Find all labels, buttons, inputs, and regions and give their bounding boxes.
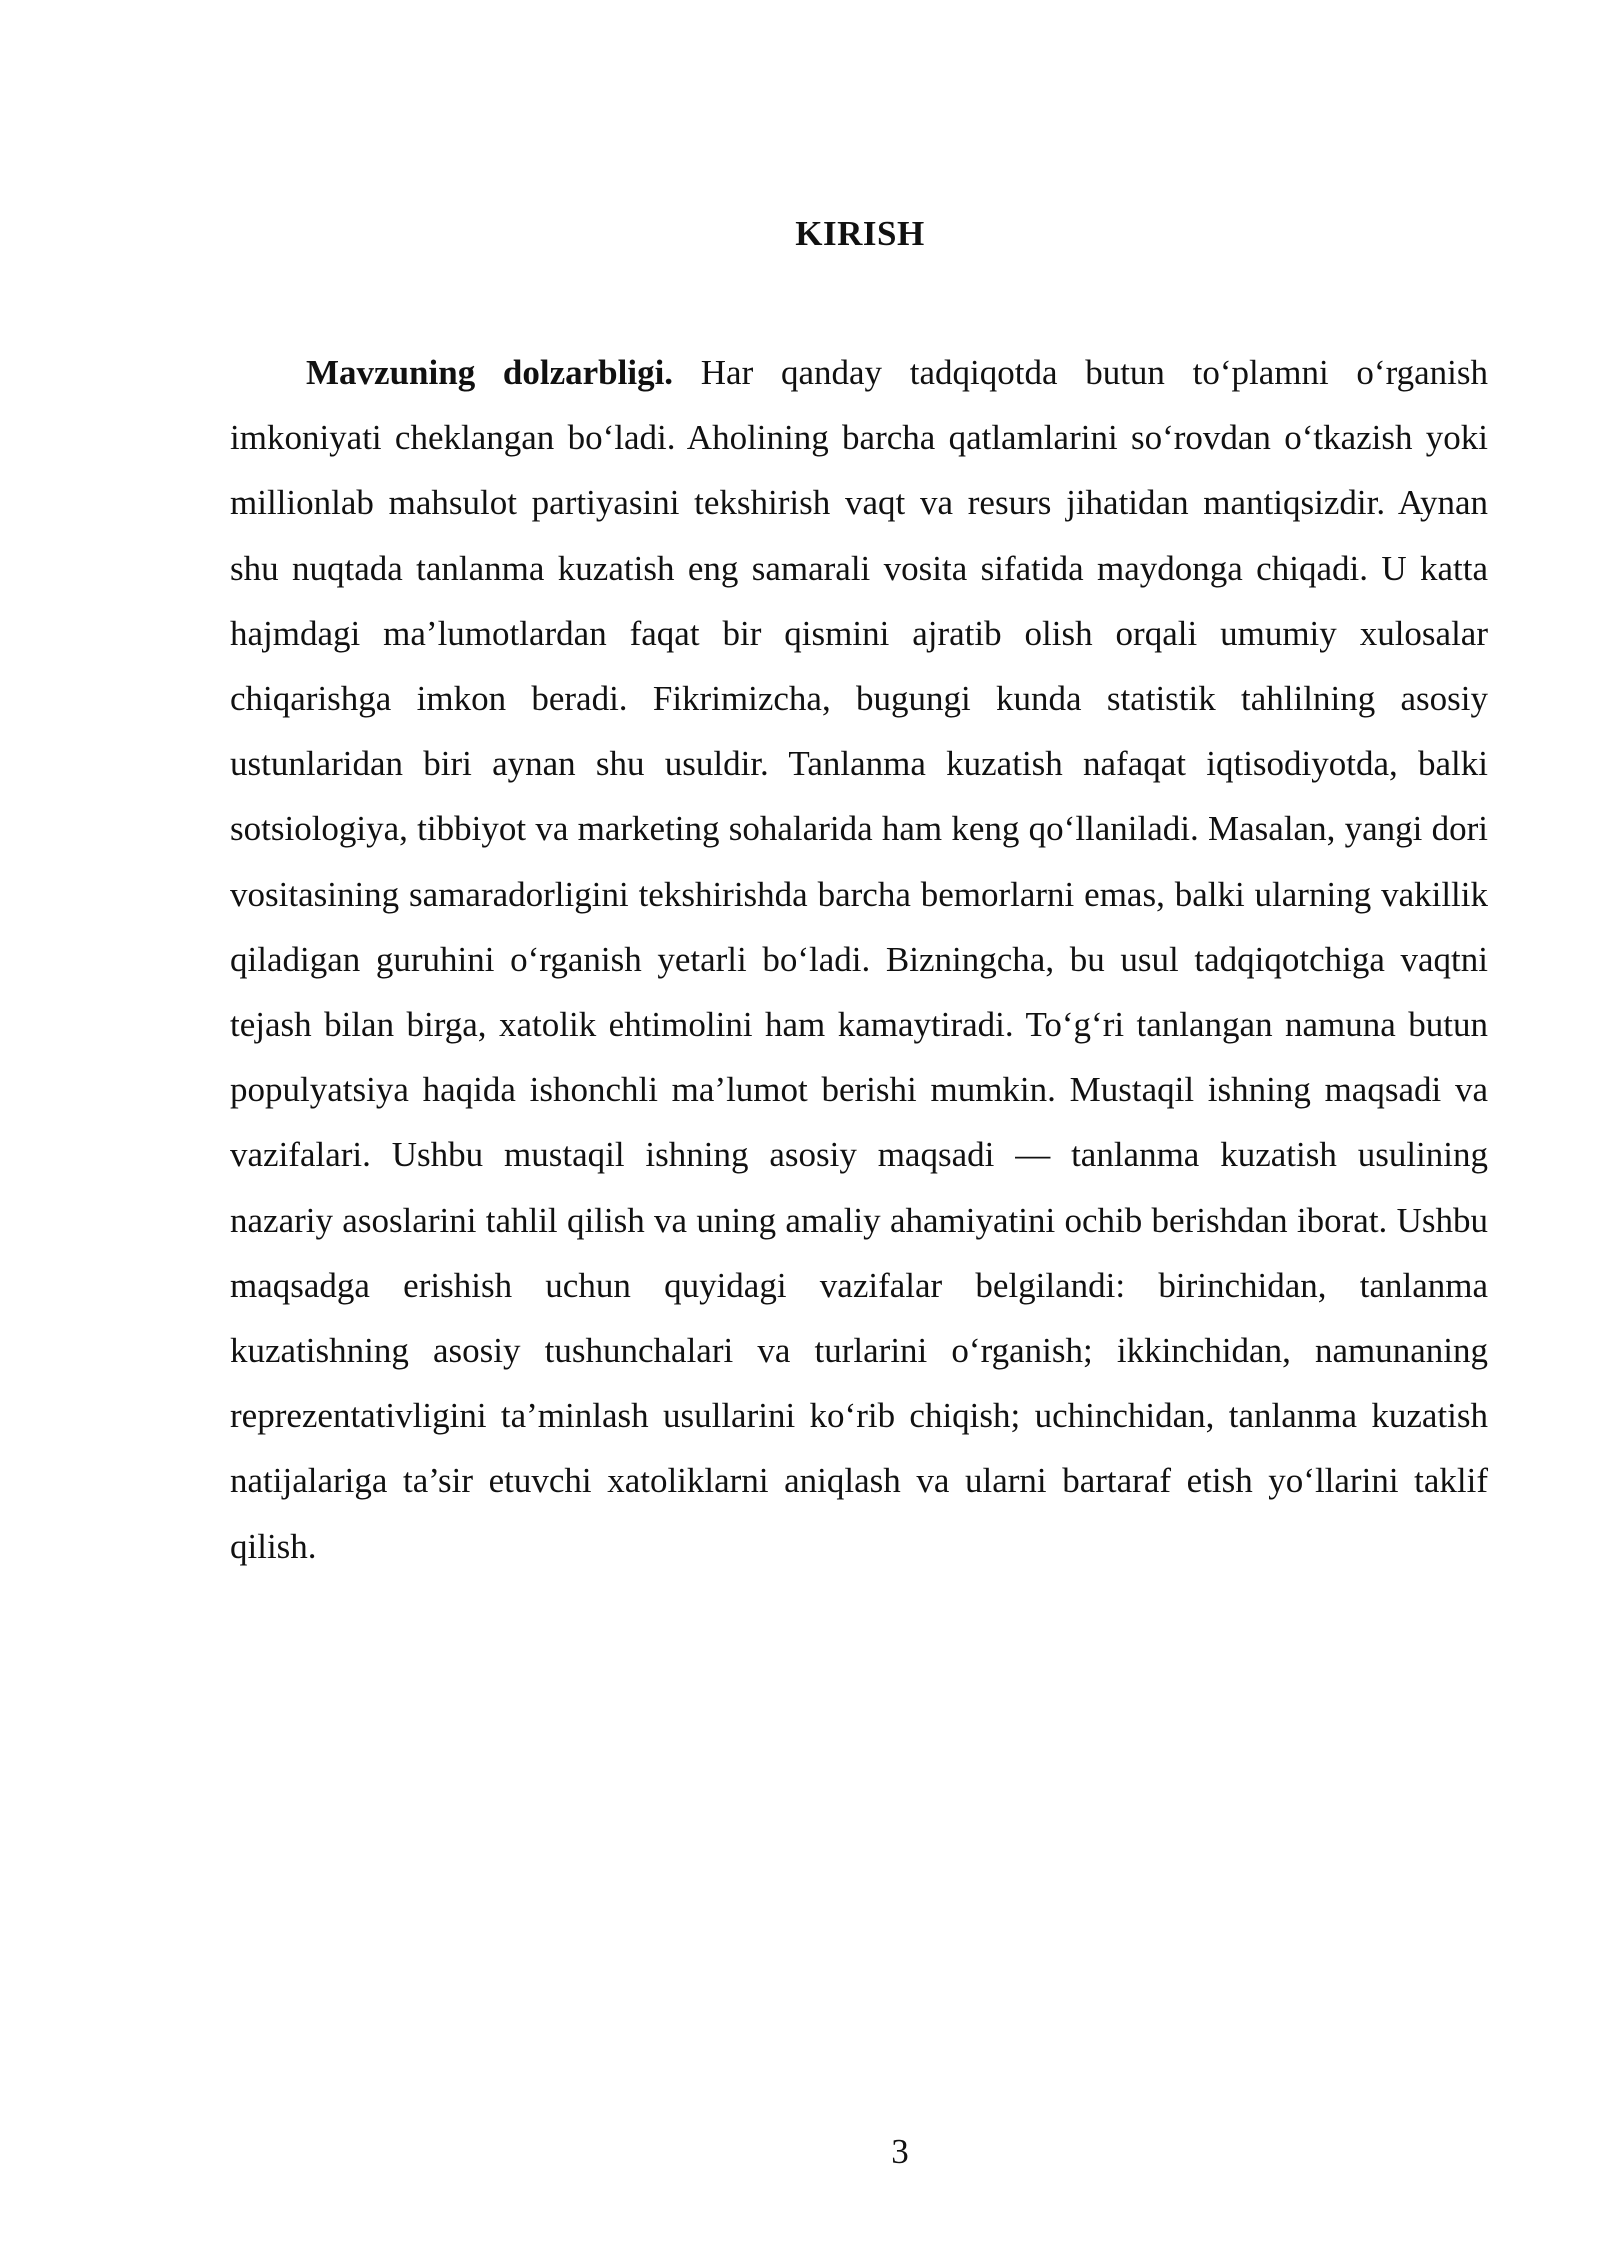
intro-paragraph (230, 340, 1488, 1579)
page-number: 3 (891, 2132, 909, 2171)
paragraph-lead: Mavzuning dolzarbligi. (306, 353, 674, 392)
paragraph-text: Har qanday tadqiqotda butun to‘plamni o‘rganish imkoniyati cheklangan bo‘ladi. Aholining barcha qatlamlarini so‘rovdan o‘tkazish yoki millionlab mahsulot partiyasini tekshirish vaqt va resurs jihatidan mantiqsizdir. Aynan shu nuqtada tanlanma kuzatish eng samarali vosita sifatida maydonga chiqadi. U katta hajmdagi ma’lumotlardan faqat bir qismini ajratib olish orqali umumiy xulosalar chiqarishga imkon beradi. Fikrimizcha, bugungi kunda statistik tahlilning asosiy ustunlaridan biri aynan shu usuldir. Tanlanma kuzatish nafaqat iqtisodiyotda, balki sotsiologiya, tibbiyot va marketing sohalarida ham keng qo‘llaniladi. Masalan, yangi dori vositasining samaradorligini tekshirishda barcha bemorlarni emas, balki ularning vakillik qiladigan guruhini o‘rganish yetarli bo‘ladi. Bizningcha, bu usul tadqiqotchiga vaqtni tejash bilan birga, xatolik ehtimolini ham kamaytiradi. To‘g‘ri tanlangan namuna butun populyatsiya haqida ishonchli ma’lumot berishi mumkin. Mustaqil ishning maqsadi va vazifalari. Ushbu mustaqil ishning asosiy maqsadi — tanlanma kuzatish usulining nazariy asoslarini tahlil qilish va uning amaliy ahamiyatini ochib berishdan iborat. Ushbu maqsadga erishish uchun quyidagi vazifalar belgilandi: birinchidan, tanlanma kuzatishning asosiy tushunchalari va turlarini o‘rganish; ikkinchidan, namunaning reprezentativligini ta’minlash usullarini ko‘rib chiqish; uchinchidan, tanlanma kuzatish natijalariga ta’sir etuvchi xatoliklarni aniqlash va ularni bartaraf etish yo‘llarini taklif qilish. (230, 353, 1488, 1566)
page-title: KIRISH (795, 214, 925, 253)
